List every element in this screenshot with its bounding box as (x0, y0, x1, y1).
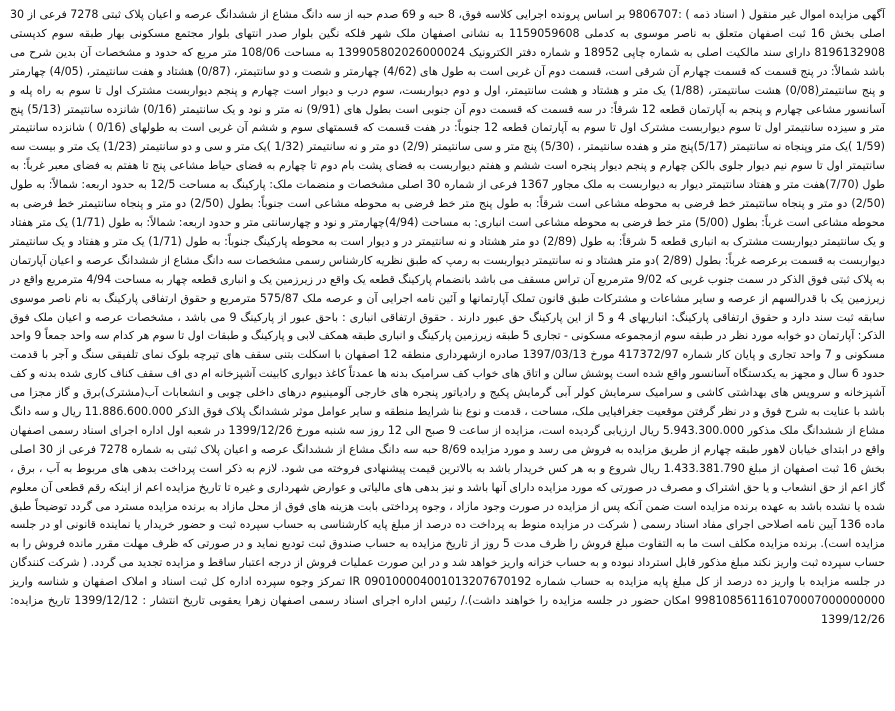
auction-notice-text: آگهی مزایده اموال غیر منقول ( اسناد ذمه ) :9806707 بر اساس پرونده اجرایی کلاسه فوق، 8 حبه و 69 صدم حبه از سه دانگ مشاع از ششدانگ عرصه و اعیان پلاک ثبتی 7278 فرعی از 30 اصلی بخش 16 ثبت اصفهان متعلق به ناصر موسوی به کدملی 1159059608 به نشانی اصفهان ملک شهر فلکه نگین بلوار صدر انتهای بلوار مجتمع مسکونی بهار طبقه سوم کدپستی 8196132908 دارای سند مالکیت اصلی به شماره چاپی 18952 و شماره دفتر الکترونیک 139905802026000024 به مساحت 108/06 متر مربع که حدود و مشخصات آن بدین شرح می باشد شمالاً: در پنج قسمت که قسمت چهارم آن شرقی است، قسمت دوم آن غربی است به طول های (4/62) چهارمتر و شصت و دو سانتیمتر، (0/87) هشتاد و هفت سانتیمتر، (4/05) چهارمتر و پنج سانتیمتر(0/08) هشت سانتیمتر، (1/88) یک متر و هشتاد و هشت سانتیمتر، اول و دوم دیواربست، سوم درب و دیوار است چهارم و پنجم دیواربست مشترک اول تا سوم به راه پله و آسانسور مشاعی چهارم و پنجم به آپارتمان قطعه 12 شرقاً: در سه قسمت که قسمت دوم آن جنوبی است بطول های (9/91) نه متر و نود و یک سانتیمتر (0/16) شانزده سانتیمتر (5/13) پنج متر و سیزده سانتیمتر اول تا سوم دیواربست مشترک اول تا سوم به آپارتمان قطعه 12 جنوباً: در هفت قسمت که قسمتهای سوم و ششم آن غربی است به طولهای (0/16 ) شانزده سانتیمتر (1/59 )یک متر وپنجاه نه سانتیمتر (5/17)پنج متر و هفده سانتیمتر ، (5/30) پنج متر و سی سانتیمتر (2/9) دو متر و نه سانتیمتر (1/32 )یک متر و سی و دو سانتیمتر (1/23) یک متر و بیست سه سانتیمتر اول تا سوم نیم دیوار جلوی بالکن چهارم و پنجم دیوار پنجره است ششم و هفتم دیواربست به فضای پشت بام دوم تا چهارم به فضای حیاط مشاعی پنج تا هفتم به فضای معبر غرباً: به طول (7/70)هفت متر و هفتاد سانتیمتر دیوار به دیواربست به ملک مجاور 1367 فرعی از شماره 30 اصلی مشخصات و منضمات ملک: پارکینگ به مساحت 12/5 به حدود اربعه: شمالاً: به طول (2/50) دو متر و پنجاه سانتیمتر خط فرضی به محوطه مشاعی است شرقاً: به طول پنج متر خط فرضی به محوطه مشاعی است جنوباً: بطول (2/50) دو متر و پنجاه سانتیمتر خط فرضی به محوطه مشاعی است غرباً: بطول (5/00) متر خط فرضی به محوطه مشاعی است انباری: به مساحت (4/94)چهارمتر و نود و چهارسانتی متر و حدود اربعه: شمالاً: به طول (1/71) یک متر هفتاد و یک سانتیمتر دیواربست مشترک به انباری قطعه 5 شرقاً: به طول (2/89) دو متر هشتاد و نه سانتیمتر در و دیوار است به محوطه پارکینگ جنوباً: به طول (1/71) یک متر و هفتاد و یک سانتیمتر دیواربست به قسمت برعرصه غرباً: بطول (2/89 )دو متر هشتاد و نه سانتیمتر دیواربست به رمپ که طبق نظریه کارشناس رسمی مشخصات سه دانگ مشاع از ششدانگ عرصه و اعیان آپارتمان به پلاک ثبتی فوق الذکر در سمت جنوب غربی که 9/02 مترمربع آن تراس مسقف می باشد بانضمام پارکینگ قطعه یک واقع در زیرزمین یک و انباری قطعه چهار به مساحت 4/94 مترمربع واقع در زیرزمین یک با قدرالسهم از عرصه و سایر مشاعات و مشترکات طبق قانون تملک آپارتمانها و آئین نامه اجرایی آن و عرصه ملک 575/87 مترمربع و حقوق ارتفاقی پارکینگ به نام ناصر موسوی سابقه ثبت سند دارد و حقوق ارتفاقی پارکینگ: انباریهای 4 و 5 از این پارکینگ حق عبور دارند . حقوق ارتفاقی انباری : باحق عبور از پارکینگ 9 می باشد ، مشخصات عرصه و اعیان ملک فوق الذکر: آپارتمان دو خوابه مورد نظر در طبقه سوم ازمجموعه مسکونی - تجاری 5 طبقه زیرزمین پارکینگ و انباری طبقه همکف لابی و پارکینگ و طبقات اول تا سوم هر کدام سه واحد جمعاً 9 واحد مسکونی و 7 واحد تجاری و پایان کار شماره 417372/97 مورخ 1397/03/13 صادره ازشهرداری منطقه 12 اصفهان با اسکلت بتنی سقف های تیرچه بلوک نمای تلفیقی سنگ و آجر با قدمت حدود 6 سال و مجهز به یکدستگاه آسانسور واقع شده است پوشش سالن و اتاق های خواب کف سرامیک بدنه ها عمدتاً کاغذ دیواری کابینت آشپزخانه ام دی اف سقف کناف کاری شده بدنه و کف آشپزخانه و سرویس های بهداشتی کاشی و سرامیک سرمایش کولر آبی گرمایش پکیج و رادیاتور پنجره های خارجی آلومینیوم درهای داخلی چوبی و انشعابات آب(مشترک)برق و گاز مجزا می باشد با عنایت به شرح فوق و در نظر گرفتن موقعیت جغرافیایی ملک، مساحت ، قدمت و نوع بنا شرایط منطقه و سایر عوامل موثر ششدانگ پلاک فوق الذکر 11.886.600.000 ریال و سه دانگ مشاع از ششدانگ ملک مذکور 5.943.300.000 ریال ارزیابی گردیده است، مزایده از ساعت 9 صبح الی 12 روز سه شنبه مورخ 1399/12/26 در شعبه اول اداره اجرای اسناد رسمی اصفهان واقع در ابتدای خیابان لاهور طبقه چهارم از طریق مزایده به فروش می رسد و مورد مزایده 8/69 حبه سه دانگ مشاع از ششدانگ عرصه و اعیان پلاک ثبتی به شماره 7278 فرعی از 30 اصلی بخش 16 ثبت اصفهان از مبلغ 1.433.381.790 ریال شروع و به هر کس خریدار باشد به بالاترین قیمت پیشنهادی فروخته می شود. لازم به ذکر است پرداخت بدهی های مربوط به آب ، برق ، گاز اعم از حق انشعاب و یا حق اشتراک و مصرف در صورتی که مورد مزایده دارای آنها باشد و نیز بدهی های مالیاتی و عوارض شهرداری و غیره تا تاریخ مزایده اعم از اینکه رقم قطعی آن معلوم شده یا نشده باشد به عهده برنده مزایده است ضمن آنکه پس از مزایده در صورت وجود مازاد ، وجوه پرداختی بابت هزینه های فوق از محل مازاد به برنده مزایده مسترد می گردد توضیحاً طبق ماده 136 آیین نامه اصلاحی اجرای مفاد اسناد رسمی ( شرکت در مزایده منوط به پرداخت ده درصد از مبلغ پایه کارشناسی به حساب سپرده ثبت و حضور خریدار یا نماینده قانونی او در جلسه مزایده است). برنده مزایده مکلف است ما به التفاوت مبلغ فروش را ظرف مدت 5 روز از تاریخ مزایده به حساب صندوق ثبت تودیع نماید و در صورتی که ظرف مهلت مقرر مانده فروش را به حساب سپرده ثبت واریز نکند مبلغ مذکور قابل استرداد نبوده و به حساب خزانه واریز خواهد شد و در این صورت عملیات فروش از درجه اعتبار ساقط و مزایده تجدید می گردد. ( شرکت کنندگان در جلسه مزایده با واریز ده درصد از کل مبلغ پایه مزایده به حساب شماره IR 090100004001013207670192 تمرکز وجوه سپرده اداره کل ثبت اسناد و املاک اصفهان و شناسه واریز 998108561161070007000000000 امکان حضور در جلسه مزایده را خواهند داشت)./ رئیس اداره اجرای اسناد رسمی اصفهان زهرا یعقوبی تاریخ انتشار : 1399/12/12 تاریخ مزایده: 1399/12/26 (10, 8, 886, 626)
